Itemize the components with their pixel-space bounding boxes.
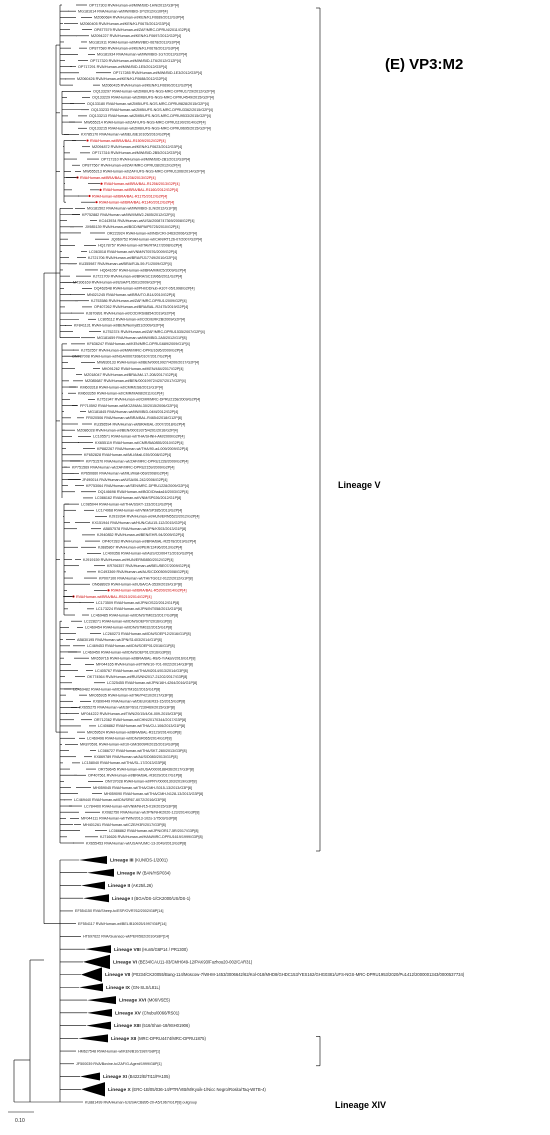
tip-label: ON737008 RVA/Human-wt/NGA/0007308/0107/2017/G2P[4] [72,354,172,359]
tip-label: MG181934 RVA/Human-wt/MWI/BID-1G7/2012/G2P[4] [97,52,188,57]
tip-label: LC173224 RVA/Human-wt/JPN/INT058/2013/G1P[8] [96,607,182,612]
tip-label: OP717291 RVA/Human-wt/MWI/BID-1E5/2012/G3P[4] [78,64,168,69]
tip-label: KM603350 RVA/Human-wt/CMR/MA08/2011/G1P[4] [78,391,164,396]
lineage-name: Lineage XII [111,1036,138,1042]
tip-label: MG181911 RVA/Human-wt/MWI/BID-0678/2012/G3P[4] [89,40,180,45]
tip-label: OP717316 RVA/Human-wt/MWI/BID-2B5/2012/G3P[4] [92,151,182,156]
tip-label: JF490014 RVA/Human-wt/USA/06-242/2006/G2P[4] [82,477,168,482]
tip-label: EF554150 RVA/Sheep-tc/ESP/OVR762/2002/G8P[14] [75,909,164,914]
collapsed-clade-label [119,998,170,1004]
tip-label: MK659716 RVA/Human-wt/BRA/BAL-R8/6-Y/Akah/2016/G1P[8] [91,656,196,661]
collapsed-clade-label [112,896,191,902]
tip-label: MZ085687 RVA/Human-wt/BEN/00019972/4207/2017/G2P[4] [85,379,186,384]
tip-label: LC105571 RVA/Human-wt/THA/SHNH-AM/2009/G2P[4] [93,434,185,439]
tip-label: LC406862 RVA/Human-wt/THA/CU-106/2013/G1P[8] [98,724,185,729]
lineage-name: Lineage I [112,896,135,902]
tip-label: OP877580 RVA/Human-wt/KEN/KLF0678/2012/G3P[4] [89,46,180,51]
tip-label: KM603318 RVA/Human-wt/CMR/ES8/2011/G1P[4] [80,385,163,390]
tip-label: KC443934 RVA/Human-wt/USA/2008747369/2008/G2P[4] [99,218,195,223]
tip-label: HQ178757 RVA/Human-wt/TAI/RTA17/2008/G2P[4] [98,243,183,248]
tip-label: KP650660 RVA/Human-wt/MLI/Mali-069/2008/G2P[4] [81,471,169,476]
tip-label: MZ094227 RVA/Human-wt/KEN/KLF0697/2012/G2P[4] [91,34,182,39]
tip-label: LC260273 RVA/Human-wt/IDN/SOEP12/2016/G1P[8] [103,631,191,636]
tip-label: LC805112 RVA/Human-wt/COD/ERK2B/2009/G2P[4] [98,317,185,322]
tip-label-highlight: RVA/Human-wt/BRA/BAL-R1160/2012/G2P[4] [103,188,179,193]
tip-label: KX869789 RVA/Human-wt/AUS/D080/2013/G1P[8] [94,755,178,760]
tip-label-highlight: RVA/Human-wt/BRA/BAL-R5200/2014/G2P[4] [111,588,187,593]
tip-label: OQ133180 RVA/Human-wt/ZMB/UFS-NGS-MRC-DPRU9828/2015/G2P[4] [87,101,209,106]
lineage-name: Lineage XIII [114,1024,142,1030]
collapsed-clade-triangle [87,869,114,877]
tip-label: KF652828 RVA/Human-wt/MLI/Mali-039/2008/G2P[4] [84,453,172,458]
collapsed-clade-triangle [85,945,111,953]
tip-label: MG181502 RVA/Human-wt/MWI/BID-1LN/2012/G1P[8] [87,206,177,211]
tip-label: LC469450 RVA/Human-wt/IDN/SOEP01/2016/G3P[8] [83,650,171,655]
lineage-detail: (BE34/CAU11-03/CMH049-12/PAK93/Fuzhou20-002/CAR31) [138,959,253,965]
tip-label: JF500039 RVA/Bovine-tc/ZAF/G-Agent/1999/G8P[1] [76,1062,162,1067]
collapsed-clade-triangle [86,1022,111,1030]
tip-label: MZ086028 RVA/Human-wt/BEN/00019375/4201/2016/G2P[4] [77,428,178,433]
lineage-name: Lineage IX [106,985,132,991]
tip-label: KJ919394 RVA/Human-wt/HUN/ERN5523/2012/G2P[4] [109,514,200,519]
tip-label: OP717310 RVA/Human-wt/MWI/BID-2B1/2012/G3P[4] [101,157,191,162]
collapsed-clade-label [108,1087,266,1093]
lineage-detail: (P0234/CK20055/Bang-114/Moscow-7/WHM-1453/3006642/62/Kol-018/MHD8/GHDC153/YES162/GHG0381/UFS-NGS-MRC-DPRU1953/2020/Pu1412/2000001343/0000537734) [131,972,465,978]
tip-label: LC063018 RVA/Human-wt/VNM/NT0576/2009/G2P[4] [89,249,178,254]
tip-label: KP751569 RVA/Human-wt/ZAF/MRC-DPRU2159/2009/G2P[4] [72,465,175,470]
tip-label: MH401261 RVA/Human-wt/CZE/H3R/2017/G3P[8] [83,822,166,827]
lineage-detail: (BGA/DS-1/CK2000/US/DS-1) [134,895,191,901]
tip-label: OP877579 RVA/Human-wt/ZAF/MRC-DPRU4/2011/G2P[4] [94,27,191,32]
tip-label: ON737028 RVA/Human-wt/PRY/00001303/2019/G3P[8] [105,779,197,784]
tip-label: KJ940852 RVA/Human-wt/BEN/EHR-94/2009/G2P[4] [97,533,185,538]
tip-label: KR706357 RVA/Human-wt/BEL/BE07/2009/G2P[4] [107,564,191,569]
lineage-xiv-label: Lineage XIV [335,1100,387,1110]
scale-bar-label: 0.10 [15,1118,25,1124]
lineage-detail: (GN-SLS/L81L) [131,984,161,990]
tip-label: LC085044 RVA/Human-wt/THA/SSKT-133/2013/G2P[4] [81,502,173,507]
tip-label: OP407262 RVA/Human-wt/BRA/BAL-R2475/2019/G2P[4] [94,305,189,310]
tip-label: KX151944 RVA/Human-wt/HUN/CAU15-112/2015/G2P[4] [92,520,187,525]
tip-label: LC469453 RVA/Human-wt/IDN/SOEP01/2016/G1P[8] [87,644,175,649]
tip-label: OP717285 RVA/Human-wt/MWI/BID-1E3/2012/G3P[4] [113,71,203,76]
tip-label: KU881499 RVA/Human-tc/USA/CB895-20-A5/1967/G1P[8] outgroup [85,1100,197,1105]
tip-label: DQ146698 RVA/Human-wt/BGD/Dhaka16/2003/G2P[4] [98,490,189,495]
tip-label: MW655214 RVA/Human-wt/ZAF/UFS-NGS-MRC-DPRU1190/2014/G2P[4] [84,120,206,125]
collapsed-clade-label [115,1010,180,1016]
collapsed-clade-triangle [79,856,107,864]
lineage-name: Lineage VIII [114,947,142,953]
tip-label: MK870591 RVA/Human-wt/10-GM/3009R/2015/2019/G3P[8] [80,742,180,747]
tip-label-highlight: RVA/Human-wt/BRA/BAL-R1236/2013/G2P[4] [80,175,156,180]
tip-label: FP710592 RVA/Human-wt/MOZ/MAN-30/2015/2006/G2P[4] [80,403,178,408]
highlight-dot [95,201,97,203]
tip-label: LC325455 RVA/Human-wt/JPN/16H-4264/2016/G1P[8] [107,681,198,686]
tip-label: KX890449 RVA/Human-wt/DEU/GER33-15/2015/G3P[8] [93,699,186,704]
tip-label: EF554117 RVA/Human-wt/BEL/B10925/1997/G6P[14] [78,921,167,926]
tip-label: MF044222 RVA/Human-wt/TWN/20/15/4/04-009-2015/G3P[8] [81,711,182,716]
collapsed-clade-triangle [83,894,109,902]
collapsed-clade-label [106,985,161,991]
tip-label: MG181845 RVA/Human-wt/MWI/BID-04M/2012/G2P[4] [88,409,179,414]
tip-label: LC086727 RVA/Human-wt/THA/SKT-280/2013/G3P[8] [98,748,187,753]
tip-label: KJ721706 RVA/Human-wt/BRA/RJ17749/2010/G2P[4] [88,255,177,260]
tip-label: MK091262 RVA/Human-wt/KEN/484/2017/G2P[4] [102,366,184,371]
tip-label: OQ133215 RVA/Human-wt/ZMB/UFS-NGS-MRC-DPRU9695/2015/G2P[4] [89,126,211,131]
tip-label: MF044111 RVA/Human-wt/TWN/2013-102s-1/7503/G3P[8] [81,816,178,821]
tip-label: KF841131 RVA/Human-wt/BEN/Nemy851/2009/G2P[4] [74,323,164,328]
highlight-dot [100,183,102,185]
tip-label: OQ133233 RVA/Human-wt/ZMB/UFS-NGS-MRC-DPRU3362/2015/G2P[4] [91,108,213,113]
tip-label: MZ060426 RVA/Human-wt/KEN/KLF0688/2012/G2P[4] [77,77,168,82]
tip-label: KJ752374 RVA/Human-wt/ZAF/MRC-DPRU1535/2007/G2P[4] [103,329,205,334]
collapsed-clade-label [105,972,465,978]
tip-label: OP877567 RVA/Human-wt/ZAF/MRC-DPRU38/2012/G2P[4] [82,163,181,168]
highlight-dot [99,189,101,191]
tip-label-highlight: RVA/Human-wt/BRA/BAL-R1256/2013/G2P[4] [104,181,180,186]
tip-label: LC784400 RVA/Human-wt/VNM/NH/15-019/2015/G3P[8] [84,804,177,809]
tip-label: KF636247 RVA/Human-wt/KEN/MRC-DPRU1689/2009/G1P[4] [87,342,190,347]
tip-label: KP007100 RVA/Human-wt/THI/TG012-0122/2012/G1P[8] [99,576,193,581]
collapsed-clade-label [110,858,168,864]
tip-label: MK059524 RVA/Human-wt/BRA/BAL-R3129/2014/G3P[8] [87,730,182,735]
tip-label: JQ069752 RVA/Human-wt/CAN/RT126-07/2007/G2P[4] [111,237,203,242]
tip-label-highlight: RVA/Human-wt/BRA/BAL-R5210/2014/G2P[4] [76,594,152,599]
tip-label: MH059090 RVA/Human-wt/THA/CMH-N128-13/2013/G3P[8] [104,792,204,797]
lineage-detail: (KUN/DS-1/2001) [134,857,168,863]
lineage-detail: (516/Shan-18/9SH01906) [142,1023,190,1029]
tip-label: KJ919159 RVA/Human-wt/HUN/ERN5850/2012/G2P[4] [83,557,174,562]
collapsed-clade-triangle [81,967,102,981]
tip-label: LC469485 RVA/Human-wt/IDN/STM023/2017/G3P[8] [91,613,179,618]
tip-label: LC469440 RVA/Human-wt/IDN/SR67-6072/2016/G3P[8] [74,798,166,803]
tip-label: KJ752557 RVA/Human-wt/MWI/MRC-DPRU1695/2009/G2P[4] [81,348,184,353]
tip-label: JX985139 RVA/Human-wt/BGD/NIPAIP5725/2010/G2P[4] [85,225,180,230]
collapsed-clade-triangle [79,983,103,991]
tip-label: LC469482 RVA/Human-wt/IDN/STM162/2016/G1P[8] [73,687,161,692]
tip-label: KJ885867 RVA/Human-wt/PER/12496/2013/G2P[4] [98,545,183,550]
figure-title: (E) VP3:M2 [385,56,464,73]
tip-label: KU356594 RVA/Human-wt/BRA/BAL-2007/2018/G2P[4] [94,422,186,427]
lineage-name: Lineage X [108,1087,132,1093]
tip-label: LC469454 RVA/Human-wt/IDN/STM032/2015/G1P[8] [85,625,173,630]
tip-label: LC158040 RVA/Human-wt/THA/SL-17/2013/G3P[8] [82,761,167,766]
tip-label: KX785170 RVA/Human-wt/BEL/BE10105/2010/G2P[4] [81,132,171,137]
tip-label-highlight: RVA/Human-wt/BRA/BAL-R1175/2012/G2P[4] [92,194,168,199]
tip-label: OR223924 RVA/Human-wt/IND/CRI-3463/2006/G2P[4] [107,231,197,236]
collapsed-clade-triangle [83,955,110,969]
tip-label: KX655275 RVA/Human-wt/ESP/SS17239469/2015/G3P[8] [79,705,175,710]
tip-label: KJ753586 RVA/Human-wt/ZAF/MRC-DPRU1/2009/G2P[4] [91,299,187,304]
tip-label: OQ133297 RVA/Human-wt/ZMB/UFS-NGS-MRC-DPRU1729/2012/G2P[4] [93,89,215,94]
lineage-detail: (AK25/L26) [131,883,153,889]
tip-label: LC086862 RVA/Human-wt/JPN/OR17-5R/2017/G3P[8] [109,828,199,833]
tip-label: KC493369 RVA/Human-wt/AUS/CD00509/2008/G2P[4] [98,570,189,575]
tip-label: KJ870891 RVA/Human-wt/COD/RS/8854/2019/G2P[4] [86,311,176,316]
tip-label: LC469496 RVA/Human-wt/IDN/SR065/2014/G1P[8] [87,736,172,741]
lineage-detail: (Chubu/0066/RS01) [142,1010,180,1016]
tip-label: KP753064 RVA/Human-wt/SEN/MRC-DPRU1228/2009/G2P[4] [86,483,189,488]
lineage-detail: (ERC-1B/05/036-14/PTR/VIB/M/Kyoik-1/Nicc Negro/Rosita/Taq-WITB-4) [132,1086,266,1092]
tip-label: HT697622 RVA/Guanaco-wt/PER/562/2010/G8P[14] [83,934,169,939]
tip-label: LC228271 RVA/Human-wt/IDN/SOEP07/2016/G1P[8] [84,619,172,624]
tip-label: MG181614 RVA/Human-wt/MWI/BID-1P/2012/G10P[4] [78,9,168,14]
lineage-v-label: Lineage V [338,480,381,490]
tip-label: MW830133 RVA/Human-wt/BEN/00019927/4200/2017/G2P[4] [97,360,199,365]
highlight-dot [107,589,109,591]
tip-label: MF044165 RVA/Human-wt/TWN/10-701-0022/2014/G3P[8] [96,662,193,667]
tip-label: KU355987 RVA/Human-wt/BRA/RJA-59-F1/2009/G2P[4] [79,262,172,267]
tip-label: MZ018047 RVA/Human-wt/BRA/AM-17-208/2017/G2P[4] [84,373,178,378]
tip-label-highlight: RVA/Human-wt/BRA/BAL-R1509/2012/G2P[4] [90,138,166,143]
lineage-detail: (BAN/HSP034) [142,870,171,876]
lineage-detail: (M06/V5E5) [147,997,170,1003]
tip-label: LC400356 RVA/Human-wt/AUS/CD00471/2010/G2P[4] [103,551,194,556]
collapsed-clade-label [114,1023,190,1029]
highlight-dot [86,139,88,141]
tip-label: MN021245 RVA/Human-wt/BRA/TO-B14/2010/G2P[4] [87,292,176,297]
tip-label: MZ094872 RVA/Human-wt/KEN/KLF0623/2012/G3P[4] [92,145,183,150]
tip-label: KX655119 RVA/Human-wt/CMR/BA0855/2010/G2P[4] [95,440,184,445]
tip-label: KX082750 RVA/Human-wt/JPN/NHK2020-123/2014/G3P[8] [102,810,200,815]
lineage-name: Lineage XV [115,1011,143,1017]
tip-label: KJ751947 RVA/Human-wt/CMR/MRC-DPRU2158/2009/G2P[4] [97,397,201,402]
tip-label: KJ716626 RVA/Human-wt/HAN/MRC-DPRU1619/1999/G3P[8] [100,835,203,840]
lineage-name: Lineage VI [113,960,139,966]
tip-label-highlight: RVA/Human-wt/BRA/BAL-R1140/2012/G2P[4] [99,200,175,205]
tip-label: LC173509 RVA/Human-wt/JPN/OS22/2012/G1P[8] [96,600,180,605]
collapsed-clade-label [111,1036,206,1042]
tip-label: KP752882 RVA/Human-wt/MWI/MW2-2605/2012/G2P[4] [82,212,175,217]
collapsed-clade-triangle [87,1009,112,1017]
tip-label: OR759645 RVA/Human-wt/USA/0009188436/2017/G3P[8] [98,767,194,772]
tip-label: OP407283 RVA/Human-wt/BRA/BAL-R2578/2019/G2P[4] [102,539,197,544]
tip-label: MG181659 RVA/Human-wt/MWI/BID-2A5/2012/G1P[8] [97,336,187,341]
collapsed-clade-triangle [78,1034,108,1042]
collapsed-clade-label [108,883,153,889]
collapsed-clade-triangle [81,1082,105,1096]
tip-label: LC174968 RVA/Human-wt/VNM/SP385/2013/G2P[4] [96,508,183,513]
lineage-name: Lineage II [108,884,132,890]
lineage-detail: (Hun5/G6P14 / PR1300) [142,946,188,952]
tip-label: ON688929 RVA/Human-wt/USA/CA-3539/2019/G1P[8] [92,582,182,587]
tip-label: KJ721709 RVA/Human-wt/BRA/SC19966/2011/G2P[4] [93,274,183,279]
tip-label: KP751570 RVA/Human-wt/ZAF/MRC-DPRU1228/2009/G2P[4] [86,459,189,464]
tip-label: MW655213 RVA/Human-wt/ZAF/UFS-NGS-MRC-DPRU1306/2014/G2P[4] [83,169,205,174]
highlight-dot [88,195,90,197]
collapsed-clade-label [113,959,253,965]
tip-label: OQ133229 RVA/Human-wt/ZMB/UFS-NGS-MRC-DPRU4549/2015/G2P[4] [92,95,214,100]
lineage-name: Lineage XVI [119,998,148,1004]
lineage-name: Lineage XI [103,1075,129,1081]
tip-label: OP407561 RVA/Human-wt/BRA/BAL-R3029/2017/G1P[8] [88,773,183,778]
tip-label: HQ641057 RVA/Human-wt/BRA/MMC5/2009/G2P[4] [100,268,187,273]
tip-label: KP882267 RVA/Human-wt/THA/90-a4-009/2009/G2P[4] [97,446,189,451]
tip-label: OP717303 RVA/Human-wt/MWI/BID-1HN/2012/G3P[4] [89,3,179,8]
collapsed-clade-triangle [81,881,105,889]
lineage-detail: (MRC-DPRU4474/MRC-DPRU1875) [137,1035,206,1041]
collapsed-clade-label [114,947,188,953]
collapsed-clade-label [117,870,171,876]
lineage-name: Lineage III [110,858,135,864]
tip-label: FR020506 RVA/Human-wt/BRA/BAL-R4654/2018/G12P[8] [86,416,182,421]
tip-label: AB830195 RVA/Human-wt/JPN/S1403/2014/G1P[8] [77,637,162,642]
tip-label: OQ133213 RVA/Human-wt/ZMB/UFS-NGS-MRC-DPRU9533/2015/G2P[4] [89,114,211,119]
tip-label: DQ462648 RVA/Human-wt/PHI/DDhub-A107-05/1998/G2P[4] [94,286,195,291]
tip-label: KX655453 RVA/Human-wt/USA/VUMC-13-2049/2013/G3P[8] [86,841,187,846]
lineage-name: Lineage VII [105,973,132,979]
collapsed-clade-triangle [80,1073,100,1081]
collapsed-clade-label [103,1074,170,1080]
tip-label: MK065935 RVA/Human-wt/TAI/P4210/2017/G3P[8] [89,693,173,698]
tip-label: MZ060405 RVA/Human-wt/KEN/KLF0675/2012/G3P[4] [80,21,171,26]
tip-label: MZ060684 RVA/Human-wt/KEN/KLF0689/2012/G3P[4] [94,15,185,20]
tip-label: MT306169 RVA/Human-wt/USA/P10501/2009/G2P[4] [73,280,161,285]
tip-label: MH059045 RVA/Human-wt/THA/CMH-S015-13/2013/G3P[8] [93,785,192,790]
tip-label: OR712362 RVA/Human-wt/CHN/20170344/2017/G3P[8] [94,718,187,723]
lineage-name: Lineage IV [117,871,143,877]
tip-label: LC086162 RVA/Human-wt/VNM/SP026/2012/G1P[8] [95,496,182,501]
tip-label: HM627548 RVA/Human-wt/KEN/B10/1987/G8P[1] [78,1049,161,1054]
tip-label: AB857578 RVA/Human-wt/JPN/KS03/2013/G1P[8] [103,527,187,532]
collapsed-clade-triangle [87,996,116,1004]
tip-label: OP717320 RVA/Human-wt/MWI/BID-1T6/2012/G12P[4] [90,58,181,63]
tip-label: OK774564 RVA/Human-wt/RUS/NN2017-21202/2017/G3P[8] [87,674,188,679]
tip-label: MZ060435 RVA/Human-wt/KEN/KLF0690/2012/G2P[4] [102,83,193,88]
lineage-detail: (B4222/B/TI11/PA105) [128,1074,170,1080]
tip-label: LC405767 RVA/Human-wt/THA/M2014/013/2014/G3P[8] [95,668,188,673]
